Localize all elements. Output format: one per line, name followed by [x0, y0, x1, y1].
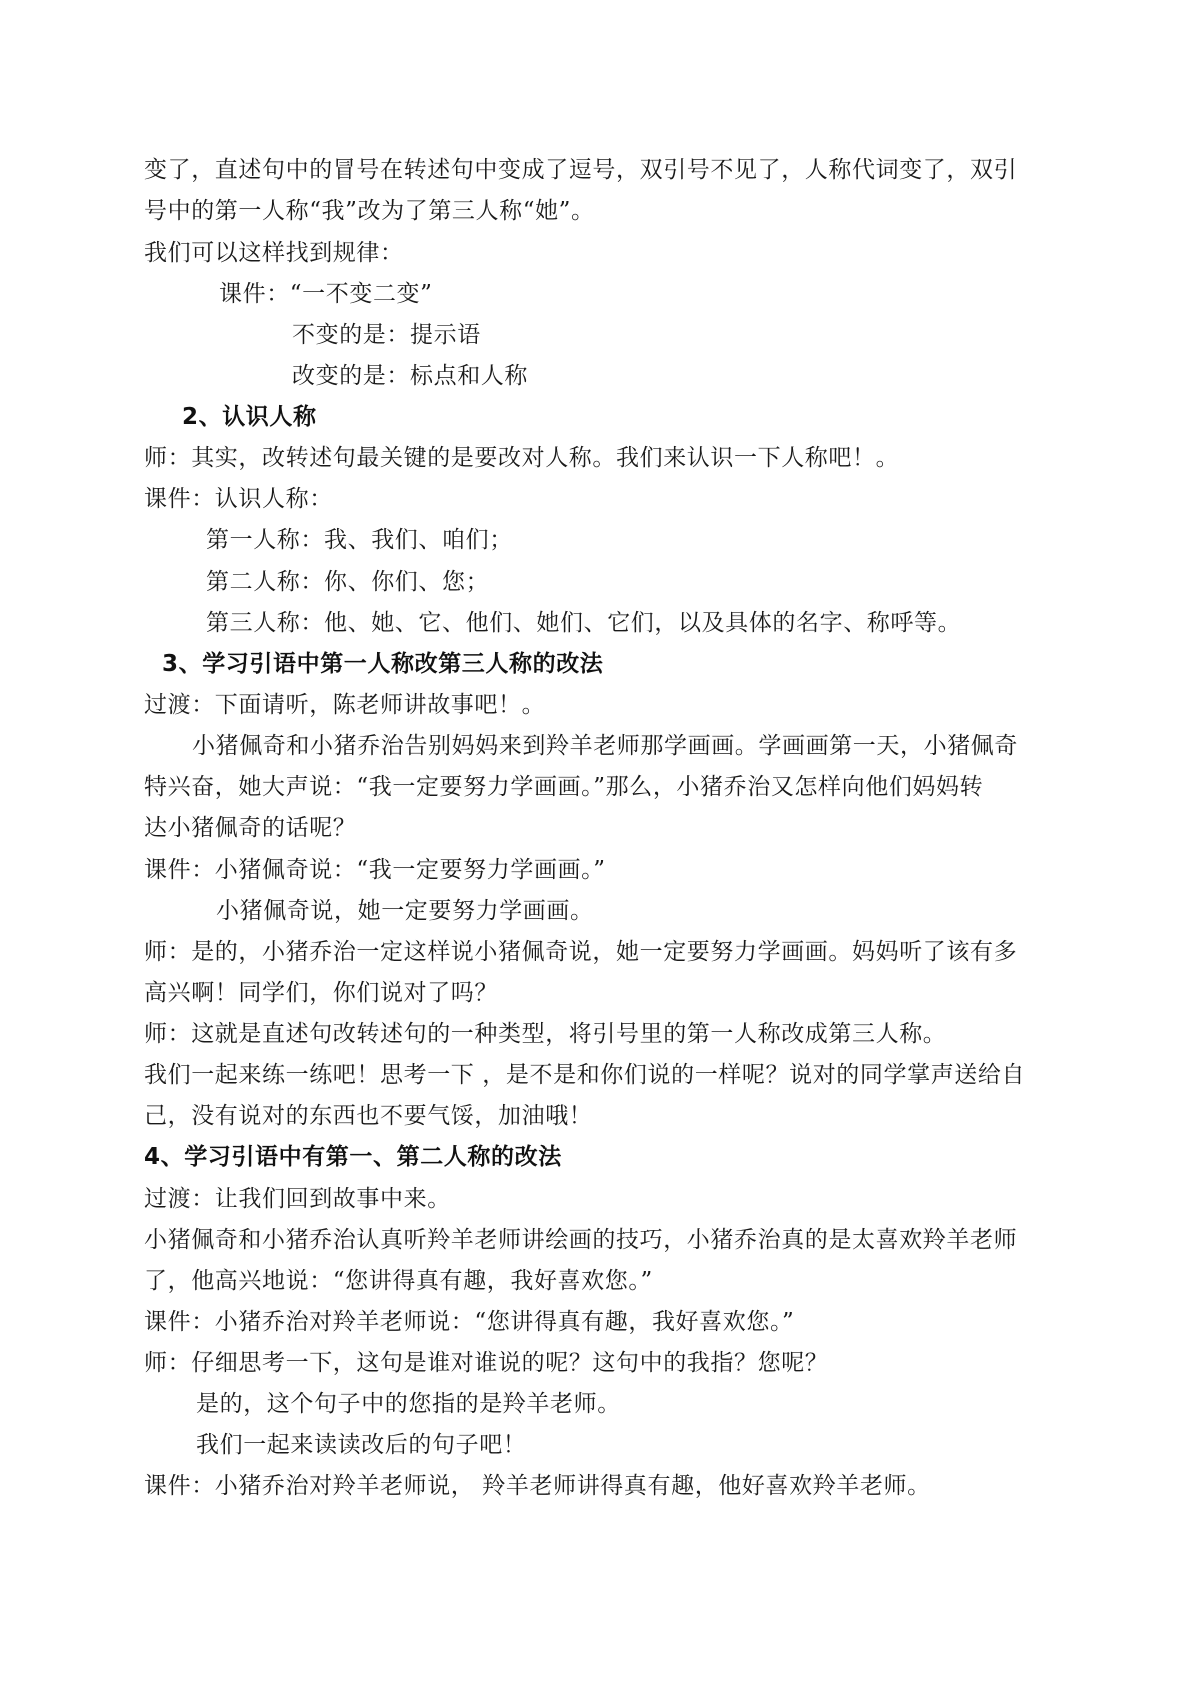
body-text-line: 课件：小猪佩奇说：“我一定要努力学画画。” [144, 857, 606, 883]
body-text-line: 小猪佩奇说，她一定要努力学画画。 [216, 898, 594, 924]
body-text-line: 是的，这个句子中的您指的是羚羊老师。 [196, 1391, 621, 1417]
second-person-line: 第二人称：你、你们、您； [206, 569, 490, 595]
section-heading-4: 4、学习引语中有第一、第二人称的改法 [144, 1144, 562, 1170]
story-paragraph-line: 达小猪佩奇的话呢？ [144, 815, 357, 841]
story-paragraph-line: 小猪佩奇和小猪乔治认真听羚羊老师讲绘画的技巧，小猪乔治真的是太喜欢羚羊老师 [144, 1227, 1018, 1253]
body-text-line: 我们可以这样找到规律： [144, 240, 404, 266]
body-text-line: 师：这就是直述句改转述句的一种类型，将引号里的第一人称改成第三人称。 [144, 1021, 947, 1047]
first-person-line: 第一人称：我、我们、咱们； [206, 527, 513, 553]
story-paragraph-line: 特兴奋，她大声说：“我一定要努力学画画。”那么，小猪乔治又怎样向他们妈妈转 [144, 774, 984, 800]
courseware-label-line: 课件：“一不变二变” [219, 281, 433, 307]
body-text-line: 高兴啊！同学们，你们说对了吗？ [144, 980, 498, 1006]
body-text-line: 师：是的，小猪乔治一定这样说小猪佩奇说，她一定要努力学画画。妈妈听了该有多 [144, 939, 1018, 965]
story-paragraph-line: 小猪佩奇和小猪乔治告别妈妈来到羚羊老师那学画画。学画画第一天，小猪佩奇 [192, 733, 1018, 759]
body-text-line: 师：仔细思考一下，这句是谁对谁说的呢？这句中的我指？您呢？ [144, 1350, 829, 1376]
body-text-line: 过渡：让我们回到故事中来。 [144, 1186, 451, 1212]
body-text-line: 号中的第一人称“我”改为了第三人称“她”。 [144, 198, 595, 224]
body-text-line: 师：其实，改转述句最关键的是要改对人称。我们来认识一下人称吧！。 [144, 445, 900, 471]
body-text-line: 课件：认识人称： [144, 486, 333, 512]
third-person-line: 第三人称：他、她、它、他们、她们、它们，以及具体的名字、称呼等。 [206, 610, 962, 636]
body-text-line: 己，没有说对的东西也不要气馁，加油哦！ [144, 1103, 593, 1129]
body-text-line: 课件：小猪乔治对羚羊老师说， 羚羊老师讲得真有趣，他好喜欢羚羊老师。 [144, 1473, 931, 1499]
story-paragraph-line: 了，他高兴地说：“您讲得真有趣，我好喜欢您。” [144, 1268, 653, 1294]
section-heading-2: 2、认识人称 [182, 404, 317, 430]
rule-changed-line: 改变的是：标点和人称 [292, 363, 528, 389]
body-text-line: 我们一起来练一练吧！思考一下 ，是不是和你们说的一样呢？说对的同学掌声送给自 [144, 1062, 1026, 1088]
body-text-line: 过渡：下面请听，陈老师讲故事吧！。 [144, 692, 546, 718]
body-text-line: 我们一起来读读改后的句子吧！ [196, 1432, 527, 1458]
section-heading-3: 3、学习引语中第一人称改第三人称的改法 [162, 651, 604, 677]
rule-unchanged-line: 不变的是：提示语 [292, 322, 481, 348]
body-text-line: 变了，直述句中的冒号在转述句中变成了逗号，双引号不见了，人称代词变了，双引 [144, 157, 1018, 183]
body-text-line: 课件：小猪乔治对羚羊老师说：“您讲得真有趣，我好喜欢您。” [144, 1309, 795, 1335]
